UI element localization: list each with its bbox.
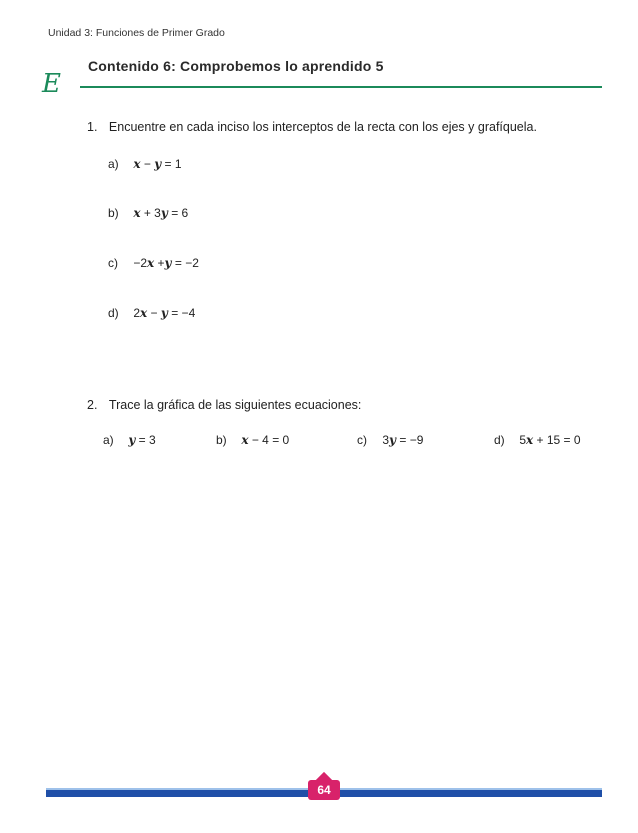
q1-op: − (143, 157, 151, 171)
q1-op: − (150, 306, 158, 320)
q2-var: x (241, 433, 249, 447)
q2-rhs: + 15 = 0 (536, 433, 581, 447)
q1-coef: 2 (133, 306, 141, 320)
q1-item-d (108, 306, 195, 320)
q1-var-x: x (133, 206, 141, 220)
question-1 (87, 120, 537, 134)
q2-var: x (526, 433, 534, 447)
q1-item-label: b) (108, 206, 119, 220)
q1-item-label: c) (108, 256, 118, 270)
section-logo-icon: E (42, 69, 61, 99)
question-2-number: 2. (87, 398, 98, 412)
q1-item-label: d) (108, 306, 119, 320)
q2-rhs: = 3 (138, 433, 156, 447)
page-number-badge (308, 780, 340, 800)
q1-coef: −2 (133, 256, 148, 270)
q2-rhs: − 4 = 0 (251, 433, 290, 447)
q1-rhs: = 1 (164, 157, 182, 171)
q2-item-c (357, 433, 423, 447)
q2-item-label: c) (357, 433, 367, 447)
q1-var-y: y (160, 206, 168, 220)
q2-item-b (216, 433, 289, 447)
page-number: 64 (317, 783, 331, 797)
q1-var-y: y (160, 306, 168, 320)
q1-rhs: = −4 (171, 306, 196, 320)
question-2 (87, 398, 361, 412)
q2-rhs: = −9 (399, 433, 424, 447)
title-divider (80, 86, 602, 88)
q1-var-y: y (164, 256, 172, 270)
q1-rhs: = 6 (171, 206, 189, 220)
q2-item-label: b) (216, 433, 227, 447)
q2-coef: 3 (382, 433, 390, 447)
q1-rhs: = −2 (174, 256, 199, 270)
q2-coef: 5 (519, 433, 527, 447)
q1-op: + (157, 256, 165, 270)
q1-var-x: x (147, 256, 155, 270)
section-title: Contenido 6: Comprobemos lo aprendido 5 (88, 58, 384, 74)
q2-item-a (103, 433, 156, 447)
q2-var: y (128, 433, 136, 447)
q1-op: + 3 (143, 206, 161, 220)
q1-var-x: x (133, 157, 141, 171)
q2-var: y (389, 433, 397, 447)
q1-item-c (108, 256, 199, 270)
q2-item-d (494, 433, 581, 447)
q1-var-x: x (140, 306, 148, 320)
q1-item-b (108, 206, 188, 220)
q1-var-y: y (154, 157, 162, 171)
question-1-number: 1. (87, 120, 98, 134)
question-2-text: Trace la gráfica de las siguientes ecuaciones: (108, 398, 362, 412)
unit-header: Unidad 3: Funciones de Primer Grado (48, 27, 225, 39)
q2-item-label: d) (494, 433, 505, 447)
q2-item-label: a) (103, 433, 114, 447)
question-1-text: Encuentre en cada inciso los interceptos de la recta con los ejes y grafíquela. (108, 120, 537, 134)
q1-item-label: a) (108, 157, 119, 171)
q1-item-a (108, 157, 182, 171)
